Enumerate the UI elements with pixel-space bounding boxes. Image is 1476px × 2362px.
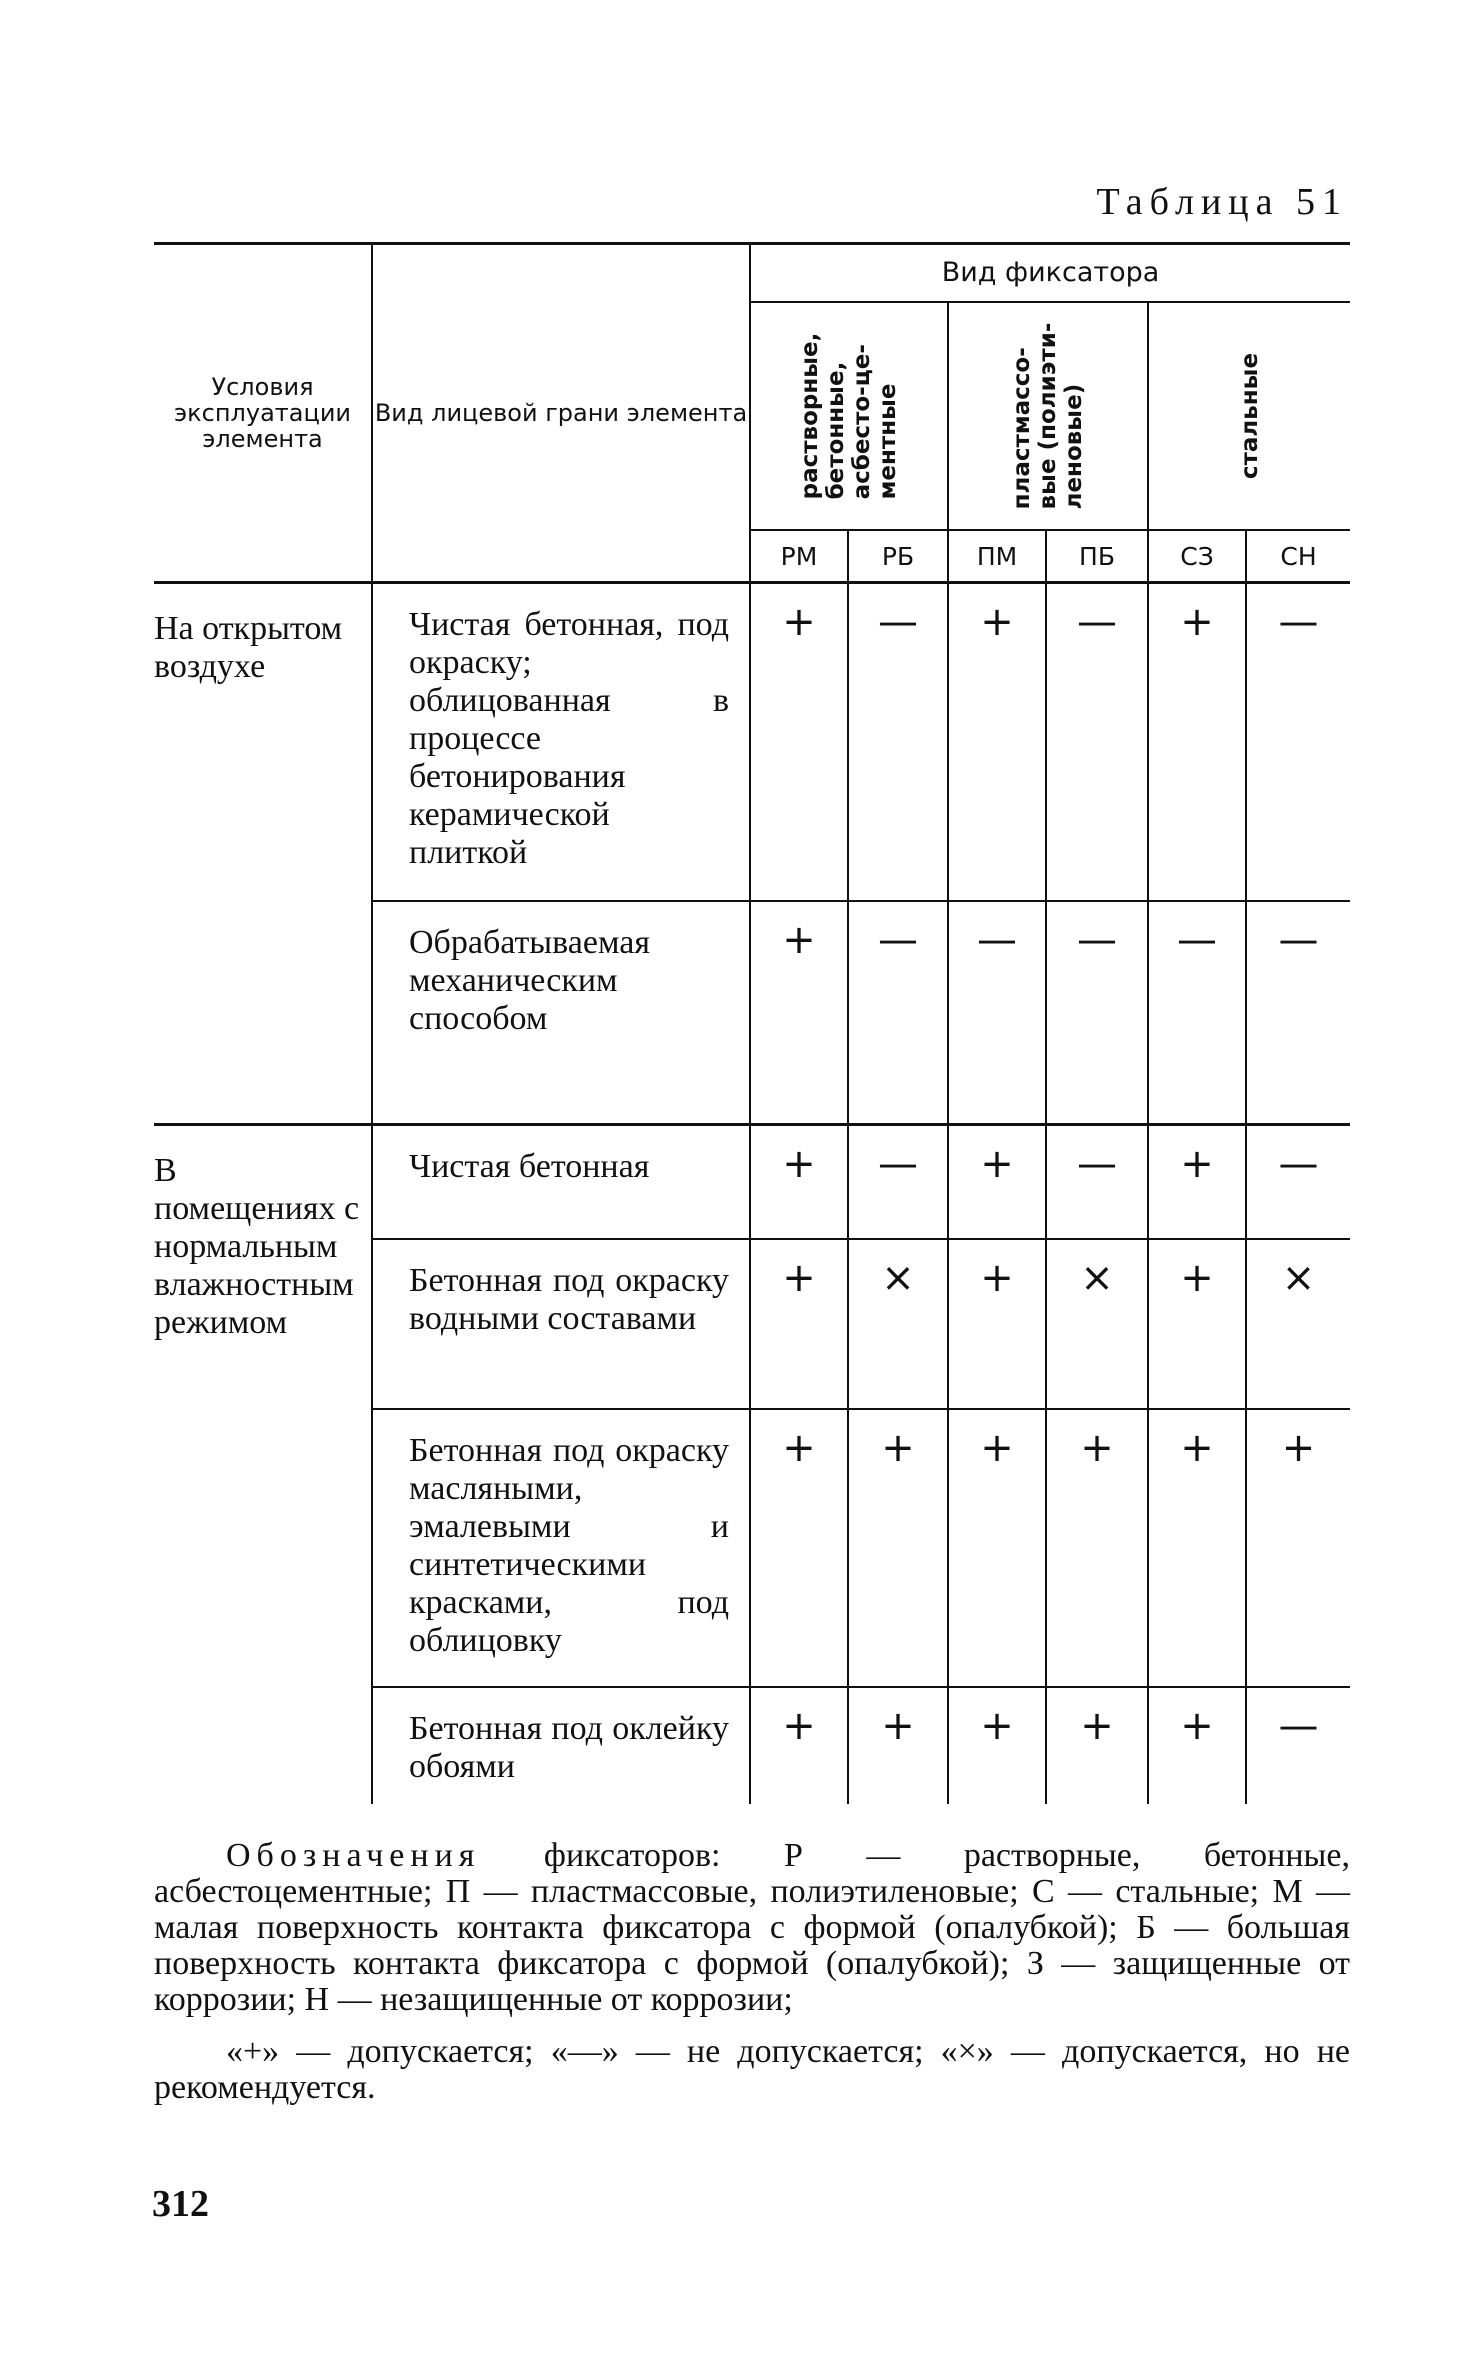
mark-cell: — (848, 1125, 948, 1239)
condition-cell: В помещениях с нормальным влажностным режимом (154, 1125, 372, 1804)
face-cell: Бетонная под окраску водными составами (372, 1239, 750, 1409)
mark-cell: + (750, 583, 848, 901)
mark-cell: + (948, 1239, 1046, 1409)
header-group-plastic-label: пластмассо- вые (полиэти- леновые) (1009, 322, 1087, 510)
mark-cell: + (1148, 1409, 1246, 1687)
mark-cell: + (1046, 1687, 1148, 1804)
mark-cell: × (1246, 1239, 1350, 1409)
header-code-sz: СЗ (1148, 530, 1246, 583)
header-group-mortar-label: растворные, бетонные, асбесто-це- ментные (797, 332, 901, 500)
mark-cell: — (1046, 1125, 1148, 1239)
mark-cell: — (848, 583, 948, 901)
mark-cell: + (1148, 1239, 1246, 1409)
header-code-pm: ПМ (948, 530, 1046, 583)
mark-cell: + (750, 1125, 848, 1239)
header-conditions: Условия эксплуатации элемента (154, 244, 372, 583)
marks-legend: «+» — допускается; «—» — не допускается; «×» — допускается, но не рекомендуется. (154, 2033, 1350, 2106)
header-face: Вид лицевой грани элемента (372, 244, 750, 583)
header-group-mortar (750, 302, 948, 530)
face-cell: Чистая бетонная, под окраску; облицованная в процессе бетонирования керамической плиткой (372, 583, 750, 901)
fixator-table (154, 242, 1350, 1804)
mark-cell: + (750, 1687, 848, 1804)
condition-cell: На открытом воздухе (154, 583, 372, 1125)
header-code-rm: РМ (750, 530, 848, 583)
header-group-plastic (948, 302, 1148, 530)
table-caption: Таблица 51 (1096, 181, 1348, 223)
mark-cell: + (1148, 1687, 1246, 1804)
mark-cell: — (848, 901, 948, 1125)
mark-cell: — (1148, 901, 1246, 1125)
mark-cell: + (1148, 583, 1246, 901)
mark-cell: × (848, 1239, 948, 1409)
mark-cell: × (1046, 1239, 1148, 1409)
mark-cell: + (948, 1409, 1046, 1687)
mark-cell: + (948, 583, 1046, 901)
fixator-legend (154, 1838, 1350, 2018)
table-row (154, 1125, 1350, 1239)
face-cell: Обрабатываемая механическим способом (372, 901, 750, 1125)
mark-cell: + (948, 1687, 1046, 1804)
legend-text: фиксаторов: Р — растворные, бетонные, асбестоцементные; П — пластмассовые, полиэтиленовые; С — стальные; М — малая поверхность контакта фиксатора с формой (опалубкой); Б — большая поверхность контакта фиксатора с формой (опалубкой); З — защищенные от коррозии; Н — незащищенные от коррозии; (154, 1837, 1350, 2018)
face-cell: Чистая бетонная (372, 1125, 750, 1239)
face-cell: Бетонная под окраску масляными, эмалевыми и синтетическими красками, под облицовку (372, 1409, 750, 1687)
header-code-sn: СН (1246, 530, 1350, 583)
mark-cell: — (948, 901, 1046, 1125)
mark-cell: — (1046, 583, 1148, 901)
mark-cell: + (1246, 1409, 1350, 1687)
mark-cell: + (1148, 1125, 1246, 1239)
mark-cell: + (848, 1409, 948, 1687)
mark-cell: + (948, 1125, 1046, 1239)
face-cell: Бетонная под оклейку обоями (372, 1687, 750, 1804)
mark-cell: — (1278, 1702, 1319, 1749)
mark-cell: — (1046, 901, 1148, 1125)
mark-cell: + (750, 901, 848, 1125)
header-group-steel-label: стальные (1236, 352, 1263, 480)
table-row (154, 583, 1350, 901)
page-number: 312 (152, 2183, 209, 2225)
mark-cell: — (1246, 901, 1350, 1125)
table-notes (154, 1838, 1350, 2122)
header-code-rb: РБ (848, 530, 948, 583)
header-code-pb: ПБ (1046, 530, 1148, 583)
mark-cell: + (1046, 1409, 1148, 1687)
mark-cell: + (750, 1239, 848, 1409)
header-group-steel (1148, 302, 1350, 530)
header-fixator-type: Вид фиксатора (750, 244, 1350, 303)
mark-cell: + (848, 1687, 948, 1804)
mark-cell: — (1246, 1125, 1350, 1239)
mark-cell: + (750, 1409, 848, 1687)
mark-cell: — (1246, 583, 1350, 901)
legend-lead: Обозначения (226, 1837, 481, 1874)
